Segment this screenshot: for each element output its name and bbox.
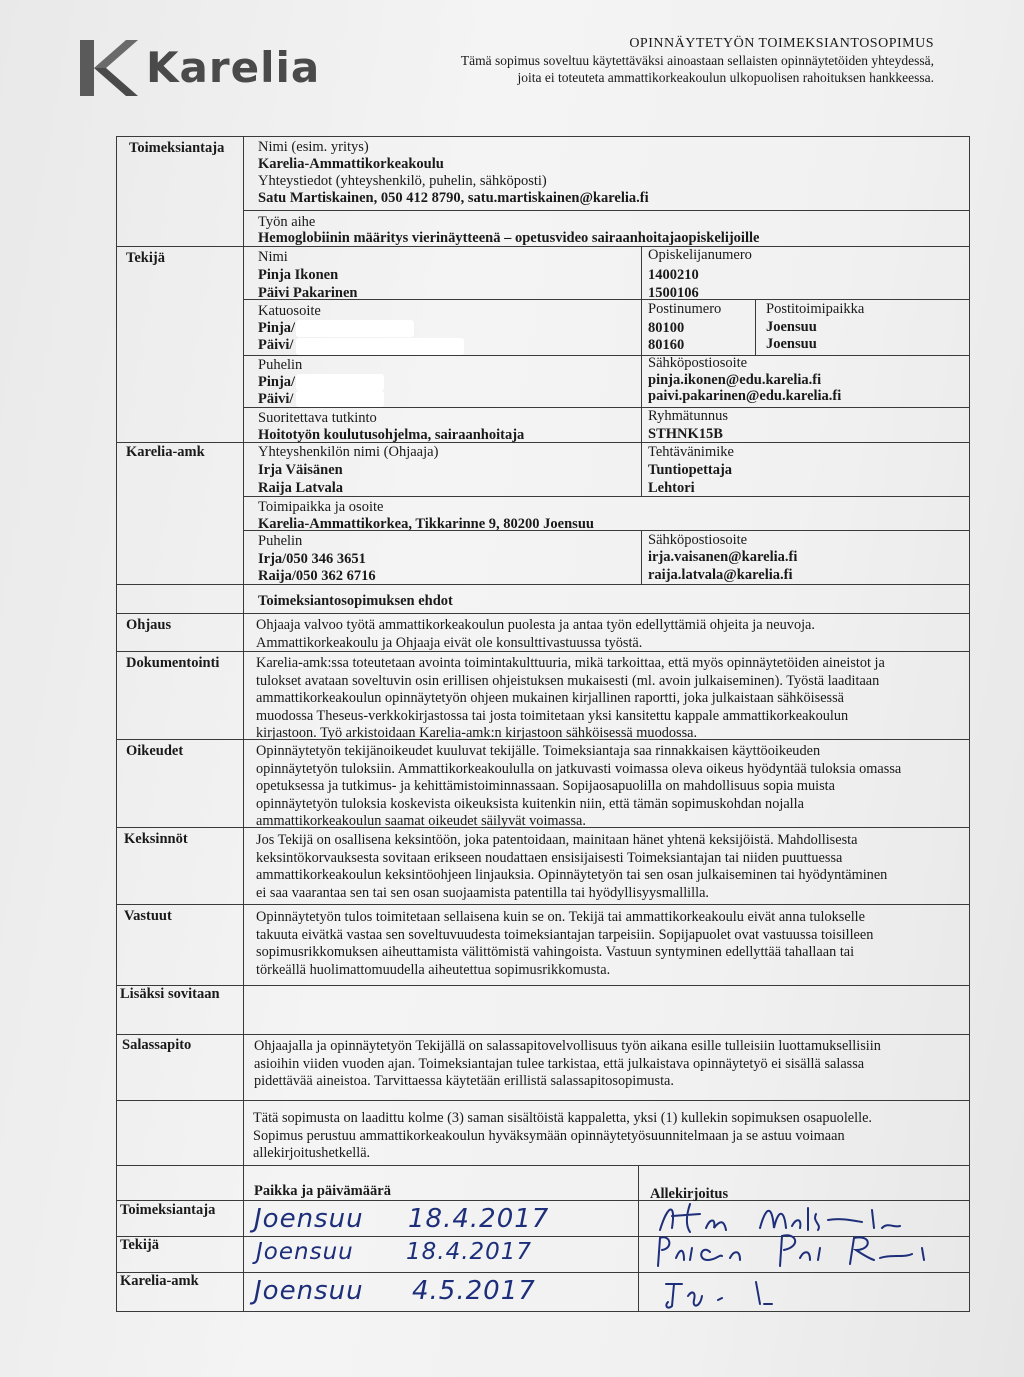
frame-left <box>116 136 117 1312</box>
text-line: törkeällä huolimattomuudella aiheutettua sopimusrikkomusta. <box>256 961 611 978</box>
signature-tekija <box>650 1230 950 1272</box>
rule <box>243 210 970 211</box>
signature-date-3: 4.5.2017 <box>412 1276 536 1306</box>
text-line: opetuksessa ja tutkimus- ja kehittämistoiminnassaan. Sopijaosapuolilla on mahdollisuus sopia muista <box>256 778 835 795</box>
field-label-street: Katuosoite <box>258 303 321 319</box>
field-value-author-1: Pinja Ikonen <box>258 267 339 283</box>
signature-party-karelia-amk: Karelia-amk <box>120 1273 199 1289</box>
karelia-logo-text: Karelia <box>146 43 321 92</box>
terms-vastuut-text <box>256 909 968 979</box>
signature-date-2: 18.4.2017 <box>406 1239 533 1265</box>
text-line: keksintökorvauksesta sovitaan erikseen noudattaen ensisijaisesti Toimeksiantajan tai niiden puuttuessa <box>256 849 843 866</box>
field-value-email-1: pinja.ikonen@edu.karelia.fi <box>648 372 822 388</box>
field-value-city-2: Joensuu <box>766 336 817 352</box>
text-line: allekirjoitushetkellä. <box>253 1145 371 1162</box>
section-label-salassapito: Salassapito <box>122 1037 192 1053</box>
frame-right <box>969 136 970 1312</box>
field-value-student-number-2: 1500106 <box>648 285 699 301</box>
field-value-topic: Hemoglobiinin määritys vierinäytteenä – opetusvideo sairaanhoitajaopiskelijoille <box>258 230 760 246</box>
section-label-toimeksiantaja: Toimeksiantaja <box>129 140 225 156</box>
field-value-postal-code-2: 80160 <box>648 337 685 353</box>
field-label-group: Ryhmätunnus <box>648 408 728 424</box>
field-value-phone-1: Pinja/ <box>258 374 296 390</box>
karelia-logo <box>80 40 320 96</box>
field-label-name: Nimi (esim. yritys) <box>258 139 369 155</box>
field-value-supervisor-1: Irja Väisänen <box>258 462 343 478</box>
terms-oikeudet-text <box>256 743 968 831</box>
signature-place-1: Joensuu <box>254 1204 364 1234</box>
rule <box>243 407 970 408</box>
terms-keksinnot-text <box>256 832 968 902</box>
field-value-street-1: Pinja/ <box>258 320 296 336</box>
karelia-logo-icon <box>80 40 138 96</box>
document-header <box>334 36 934 86</box>
signature-label: Allekirjoitus <box>650 1186 729 1202</box>
terms-dokumentointi-text <box>256 655 968 743</box>
redaction-bar <box>296 338 464 355</box>
field-label-topic: Työn aihe <box>258 214 316 230</box>
text-line: opinnäytetyön tuloksiin. Ammattikorkeakoululla on jatkuvasti voimassa oleva oikeus hyödyntää tuloksia omassa <box>256 760 902 777</box>
rule <box>116 1165 970 1166</box>
header-note-line-1: Tämä sopimus soveltuu käytettäväksi ainoastaan sellaisten opinnäytetöiden yhteydessä, <box>460 53 934 68</box>
frame-top <box>116 136 970 137</box>
text-line: Ohjaaja valvoo työtä ammattikorkeakoulun puolesta ja antaa työn edellyttämiä ohjeita ja neuvoja. <box>256 617 815 633</box>
field-value-postal-code-1: 80100 <box>648 320 685 336</box>
field-label-student-number: Opiskelijanumero <box>648 247 752 263</box>
field-value-street-2: Päivi/ <box>258 337 294 353</box>
agreement-form <box>116 136 972 1312</box>
text-line: sopimusrikkomuksen aiheuttamista välittömistä vahingoista. Vastuun syntyminen edellyttää tahallaan tai <box>256 944 855 961</box>
section-label-keksinnot: Keksinnöt <box>124 831 188 847</box>
text-line: kirjastoon. Työ arkistoidaan Karelia-amk:n kirjastoon sähköisessä muodossa. <box>256 725 698 742</box>
field-value-job-title-2: Lehtori <box>648 480 695 496</box>
field-value-email-2: paivi.pakarinen@edu.karelia.fi <box>648 388 842 404</box>
signature-place-date-label: Paikka ja päivämäärä <box>254 1183 391 1199</box>
field-value-contact: Satu Martiskainen, 050 412 8790, satu.martiskainen@karelia.fi <box>258 190 649 206</box>
text-line: ammattikorkeakoulun opinnäytetyön ohjeen mukainen kirjallinen raportti, joka julkaistaan sähköisessä <box>256 690 845 707</box>
rule <box>243 496 970 497</box>
field-label-supervisor: Yhteyshenkilön nimi (Ohjaaja) <box>258 444 439 460</box>
text-line: Karelia-amk:ssa toteutetaan avointa toimintakulttuuria, mikä tarkoittaa, että myös opinnäytetöiden aineistot ja <box>256 655 885 671</box>
text-line: pidettävää aineistoa. Tarvittaessa käytetään erillistä salassapitosopimusta. <box>254 1073 674 1090</box>
text-line: ammattikorkeakoulun saamat oikeudet säilyvät voimassa. <box>256 813 586 830</box>
text-line: Opinnäytetyön tekijänoikeudet kuuluvat tekijälle. Toimeksiantaja saa rinnakkaisen käyttöoikeuden <box>256 743 821 759</box>
field-label-phone: Puhelin <box>258 357 303 373</box>
field-label-postal-code: Postinumero <box>648 301 722 317</box>
text-line: Ammattikorkeakoulu ja Ohjaaja eivät ole konsulttivastuussa työstä. <box>256 634 643 651</box>
rule <box>116 584 970 585</box>
redaction-bar <box>296 391 384 407</box>
field-value-city-1: Joensuu <box>766 319 817 335</box>
field-value-amk-phone-2: Raija/050 362 6716 <box>258 568 376 584</box>
label-column-divider <box>243 136 244 1311</box>
signature-party-toimeksiantaja: Toimeksiantaja <box>120 1202 216 1218</box>
redaction-bar <box>296 320 414 337</box>
section-label-lisaksi-sovitaan: Lisäksi sovitaan <box>120 986 220 1002</box>
section-label-dokumentointi: Dokumentointi <box>126 655 220 671</box>
field-label-amk-email: Sähköpostiosoite <box>648 532 748 548</box>
rule <box>641 530 642 584</box>
section-label-karelia-amk: Karelia-amk <box>126 444 205 460</box>
field-value-amk-email-2: raija.latvala@karelia.fi <box>648 567 793 583</box>
rule <box>116 613 970 614</box>
text-line: Jos Tekijä on osallisena keksintöön, joka patentoidaan, mainitaan hänet yhtenä keksijöistä. Mahdollisesta <box>256 832 858 848</box>
field-value-job-title-1: Tuntiopettaja <box>648 462 733 478</box>
rule <box>116 904 970 905</box>
frame-bottom <box>116 1311 970 1312</box>
text-line: Ohjaajalla ja opinnäytetyön Tekijällä on salassapitovelvollisuus työn aikana esille tulleisiin luottamuksellisiin <box>254 1038 881 1054</box>
terms-ohjaus-text <box>256 617 968 652</box>
section-label-ohjaus: Ohjaus <box>126 617 172 633</box>
rule <box>755 299 756 355</box>
rule <box>116 1100 970 1101</box>
text-line: ei saa vaarantaa sen tai sen osan suojaamista patentilla tai hyödyllisyysmallilla. <box>256 884 709 901</box>
signature-place-2: Joensuu <box>256 1239 354 1265</box>
rule <box>243 355 970 356</box>
rule <box>116 1272 970 1273</box>
text-line: Opinnäytetyön tulos toimitetaan sellaisena kuin se on. Tekijä tai ammattikorkeakoulu eivät anna tulokselle <box>256 909 865 925</box>
terms-salassapito-text <box>254 1038 968 1091</box>
field-label-office: Toimipaikka ja osoite <box>258 499 384 515</box>
text-line: opinnäytetyön tuloksia koskevista oikeuksista kuitenkin niin, että tämän sopimuskohdan nojalla <box>256 795 804 812</box>
text-line: Tätä sopimusta on laadittu kolme (3) saman sisältöistä kappaletta, yksi (1) kullekin sopimuksen osapuolelle. <box>253 1110 873 1126</box>
text-line: takuuta eivätkä vastaa sen soveltuvuudesta toimeksiantajan tarpeisiin. Sopijapuolet ovat vastuussa toisilleen <box>256 926 874 943</box>
rule <box>641 442 642 496</box>
section-label-tekija: Tekijä <box>126 250 165 266</box>
field-label-job-title: Tehtävänimike <box>648 444 734 460</box>
signature-place-3: Joensuu <box>254 1276 364 1306</box>
field-label-city: Postitoimipaikka <box>766 301 865 317</box>
header-note-line-2: joita ei toteuteta ammattikorkeakoulun ulkopuolisen rahoituksen hankkeessa. <box>517 70 934 85</box>
rule <box>641 246 642 474</box>
field-label-author-name: Nimi <box>258 249 288 265</box>
text-line: muodossa Theseus-verkkokirjastossa tai josta toimitetaan yksi kansitettu kappale ammattikorkeakoulun <box>256 707 849 724</box>
field-value-phone-2: Päivi/ <box>258 391 294 407</box>
field-value-group: STHNK15B <box>648 426 723 442</box>
redaction-bar <box>296 374 384 391</box>
signature-date-1: 18.4.2017 <box>408 1204 550 1234</box>
field-value-organization: Karelia-Ammattikorkeakoulu <box>258 156 444 172</box>
rule <box>116 1034 970 1035</box>
rule <box>116 442 970 443</box>
field-value-amk-email-1: irja.vaisanen@karelia.fi <box>648 549 798 565</box>
text-line: Sopimus perustuu ammattikorkeakoulun hyväksymään opinnäytetyösuunnitelmaan ja se astuu voimaan <box>253 1127 845 1144</box>
field-value-student-number-1: 1400210 <box>648 267 699 283</box>
field-value-office: Karelia-Ammattikorkea, Tikkarinne 9, 80200 Joensuu <box>258 516 594 532</box>
field-value-supervisor-2: Raija Latvala <box>258 480 343 496</box>
text-line: asioihin viiden vuoden ajan. Toimeksiantajan tulee tarkistaa, että julkaistava opinnäytetyö ei sisällä salassa <box>254 1055 865 1072</box>
terms-copies-text <box>253 1110 968 1163</box>
rule <box>638 1165 639 1311</box>
field-label-email: Sähköpostiosoite <box>648 355 748 371</box>
field-value-amk-phone-1: Irja/050 346 3651 <box>258 551 366 567</box>
terms-title: Toimeksiantosopimuksen ehdot <box>258 593 453 609</box>
section-label-oikeudet: Oikeudet <box>126 743 184 759</box>
section-label-vastuut: Vastuut <box>124 908 172 924</box>
document-title: OPINNÄYTETYÖN TOIMEKSIANTOSOPIMUS <box>629 36 934 51</box>
rule <box>116 985 970 986</box>
text-line: ammattikorkeakoulun keksintöohjeen linjauksia. Opinnäytetyön tai sen osan julkaiseminen tai hyödyntäminen <box>256 867 888 884</box>
field-label-contact: Yhteystiedot (yhteyshenkilö, puhelin, sähköposti) <box>258 173 547 189</box>
field-label-degree: Suoritettava tutkinto <box>258 410 377 426</box>
text-line: tulokset avataan soveltuvin osin erillisen ohjeistuksen mukaisesti (ml. avoin julkaiseminen). Työstä laaditaan <box>256 672 880 689</box>
signature-party-tekija: Tekijä <box>120 1237 159 1253</box>
field-value-author-2: Päivi Pakarinen <box>258 285 358 301</box>
field-label-amk-phone: Puhelin <box>258 533 303 549</box>
field-value-degree: Hoitotyön koulutusohjelma, sairaanhoitaja <box>258 427 525 443</box>
signature-karelia-amk <box>660 1274 790 1312</box>
